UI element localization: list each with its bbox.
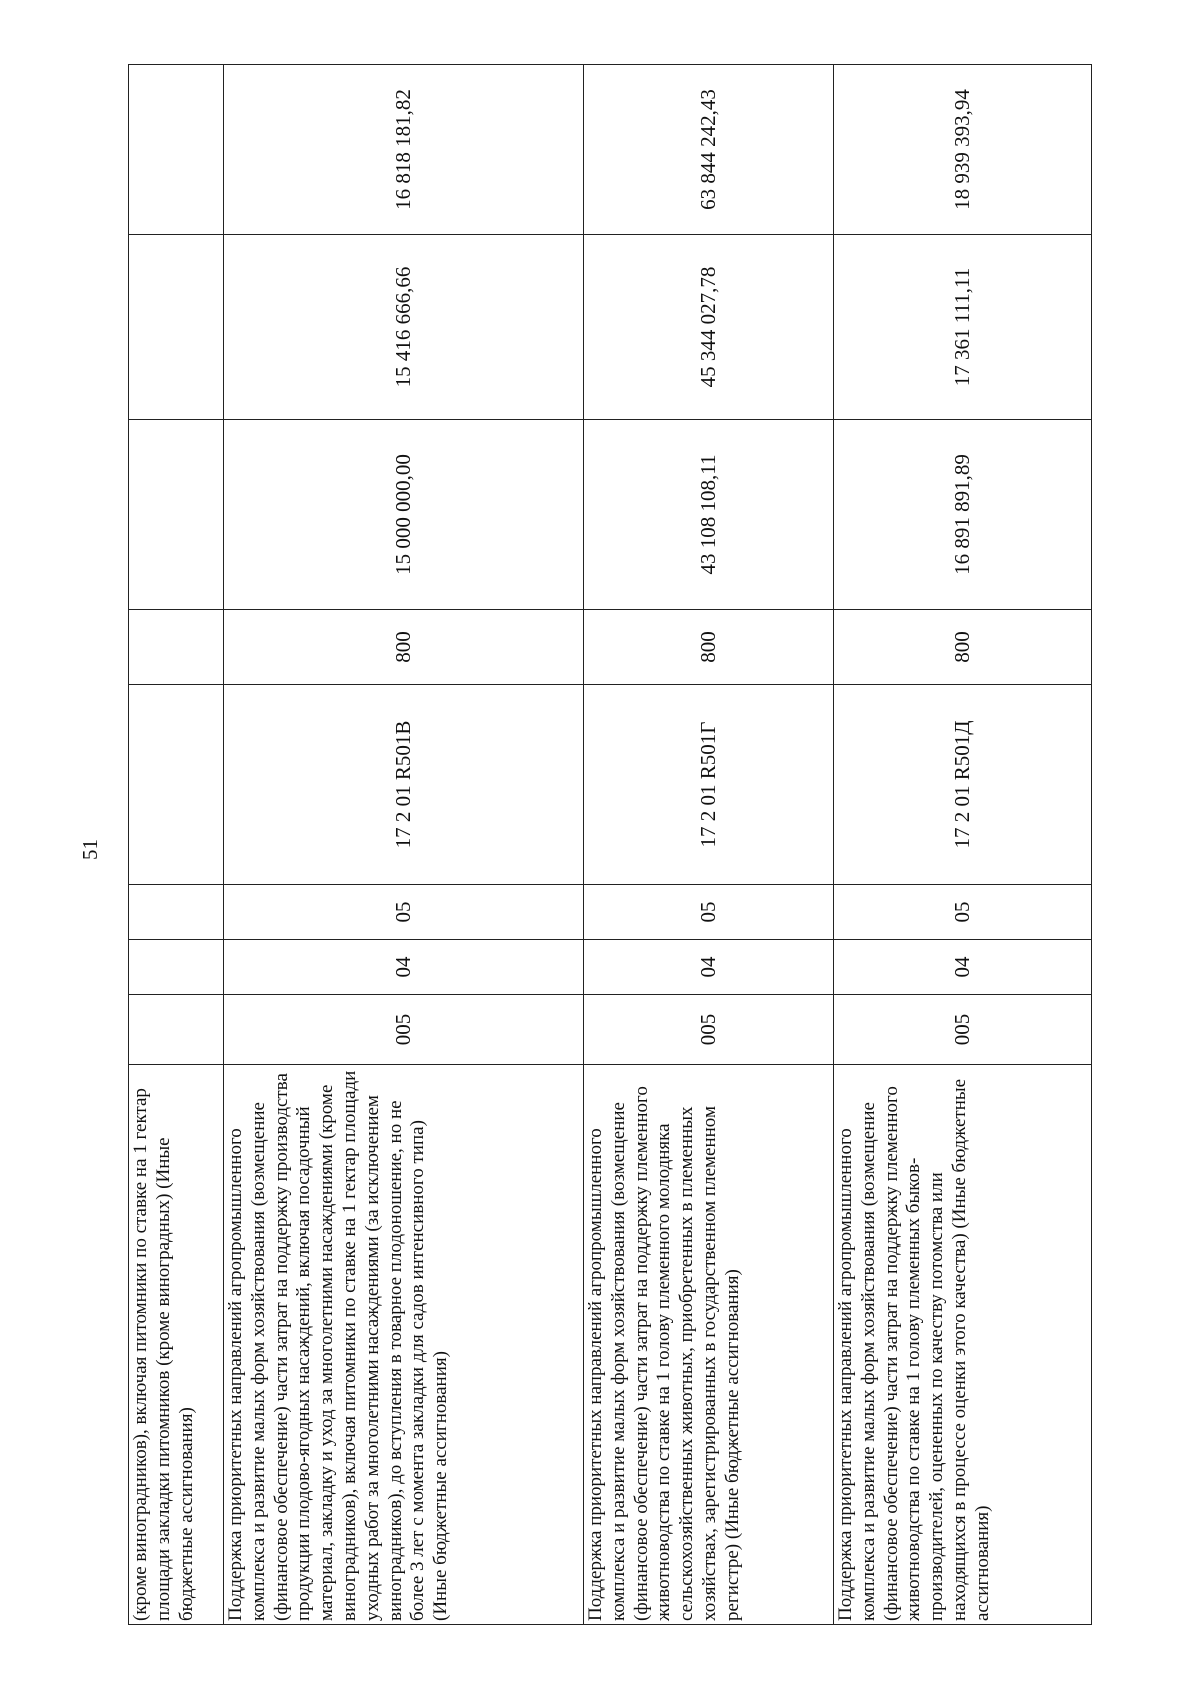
amount-year2-cell: 45 344 027,78 [584,235,834,420]
subsection-cell: 05 [224,885,584,940]
page-number: 51 [78,839,102,860]
section-cell: 04 [834,940,1092,995]
amount-year2-cell: 15 416 666,66 [224,235,584,420]
expense-type-cell: 800 [834,610,1092,685]
grbs-cell: 005 [834,995,1092,1065]
budget-table [128,64,1092,1625]
amount-year1-cell: 43 108 108,11 [584,420,834,610]
amount-year3-cell [129,65,224,235]
amount-year1-cell: 15 000 000,00 [224,420,584,610]
target-article-cell: 17 2 01 R501Г [584,685,834,885]
target-article-cell: 17 2 01 R501Д [834,685,1092,885]
table-row [129,65,224,1625]
table-row [224,65,584,1625]
amount-year1-cell [129,420,224,610]
table-row [584,65,834,1625]
amount-year3-cell: 16 818 181,82 [224,65,584,235]
row-description: Поддержка приоритетных направлений агропромышленного комплекса и развитие малых форм хозяйствования (возмещение (финансовое обеспечение) части затрат на поддержку племенного животноводства по ставке на 1 голову племенных быков-производителей, оцененных по качеству потомства или находящихся в процессе оценки этого качества) (Иные бюджетные ассигнования) [834,1065,1092,1625]
row-description: (кроме виноградников), включая питомники по ставке на 1 гектар площади закладки питомников (кроме виноградных) (Иные бюджетные ассигнования) [129,1065,224,1625]
section-cell: 04 [224,940,584,995]
expense-type-cell [129,610,224,685]
grbs-cell: 005 [224,995,584,1065]
grbs-cell: 005 [584,995,834,1065]
row-description: Поддержка приоритетных направлений агропромышленного комплекса и развитие малых форм хозяйствования (возмещение (финансовое обеспечение) части затрат на поддержку производства продукции плодово-ягодных насаждений, включая посадочный материал, закладку и уход за многолетними насаждениями (кроме виноградников), включая питомники по ставке на 1 гектар площади уходных работ за многолетними насаждениями (за исключением виноградников), до вступления в товарное плодоношение, но не более 3 лет с момента закладки для садов интенсивного типа) (Иные бюджетные ассигнования) [224,1065,584,1625]
amount-year1-cell: 16 891 891,89 [834,420,1092,610]
amount-year3-cell: 63 844 242,43 [584,65,834,235]
row-description: Поддержка приоритетных направлений агропромышленного комплекса и развитие малых форм хозяйствования (возмещение (финансовое обеспечение) части затрат на поддержку племенного животноводства по ставке на 1 голову племенного молодняка сельскохозяйственных животных, приобретенных в племенных хозяйствах, зарегистрированных в государственном племенном регистре) (Иные бюджетные ассигнования) [584,1065,834,1625]
expense-type-cell: 800 [224,610,584,685]
rotated-table-container [128,65,1091,1625]
subsection-cell: 05 [834,885,1092,940]
target-article-cell: 17 2 01 R501В [224,685,584,885]
target-article-cell [129,685,224,885]
amount-year2-cell: 17 361 111,11 [834,235,1092,420]
expense-type-cell: 800 [584,610,834,685]
section-cell [129,940,224,995]
subsection-cell: 05 [584,885,834,940]
amount-year2-cell [129,235,224,420]
table-row [834,65,1092,1625]
amount-year3-cell: 18 939 393,94 [834,65,1092,235]
grbs-cell [129,995,224,1065]
subsection-cell [129,885,224,940]
section-cell: 04 [584,940,834,995]
